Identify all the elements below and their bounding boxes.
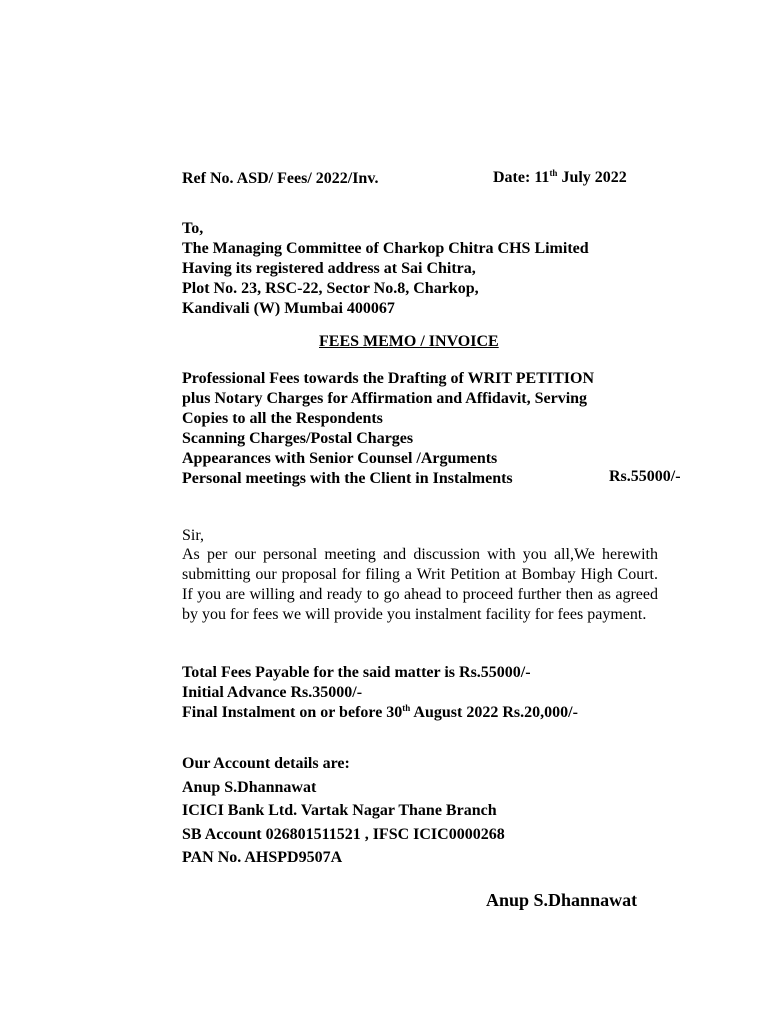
account-bank: ICICI Bank Ltd. Vartak Nagar Thane Branch (182, 802, 497, 819)
initial-advance: Initial Advance Rs.35000/- (182, 684, 363, 701)
date-label: Date: 11 (493, 169, 550, 186)
document-title: FEES MEMO / INVOICE (319, 333, 499, 350)
date-suffix: th (549, 168, 558, 178)
invoice-date (493, 169, 627, 187)
reference-number: Ref No. ASD/ Fees/ 2022/Inv. (182, 170, 379, 187)
service-line: Appearances with Senior Counsel /Arguments (182, 450, 498, 467)
service-line: Scanning Charges/Postal Charges (182, 430, 414, 447)
account-heading: Our Account details are: (182, 755, 350, 772)
salutation: Sir, (182, 527, 205, 544)
recipient-line: The Managing Committee of Charkop Chitra CHS Limited (182, 240, 589, 257)
service-line: Professional Fees towards the Drafting of WRIT PETITION (182, 370, 594, 387)
account-sb-ifsc: SB Account 026801511521 , IFSC ICIC0000268 (182, 825, 505, 843)
final-instalment-suffix: th (402, 703, 411, 713)
service-line: Personal meetings with the Client in Instalments (182, 470, 513, 487)
final-instalment (182, 703, 578, 723)
recipient-line: Plot No. 23, RSC-22, Sector No.8, Charkop, (182, 280, 479, 297)
account-name: Anup S.Dhannawat (182, 778, 317, 796)
account-pan: PAN No. AHSPD9507A (182, 849, 343, 866)
date-month-year: July 2022 (557, 169, 627, 186)
recipient-line: Having its registered address at Sai Chitra, (182, 260, 476, 277)
service-line: plus Notary Charges for Affirmation and Affidavit, Serving (182, 390, 588, 407)
recipient-to: To, (182, 220, 204, 237)
final-instalment-rest: August 2022 Rs.20,000/- (410, 704, 578, 721)
final-instalment-prefix: Final Instalment on or before 30 (182, 704, 403, 721)
recipient-line: Kandivali (W) Mumbai 400067 (182, 300, 395, 317)
services-amount: Rs.55000/- (609, 468, 681, 485)
services-list (182, 369, 594, 489)
fee-totals (182, 663, 578, 723)
total-fees: Total Fees Payable for the said matter is Rs.55000/- (182, 664, 531, 681)
account-details (182, 754, 505, 872)
letter-body: As per our personal meeting and discussion with you all,We herewith submitting our proposal for filing a Writ Petition at Bombay High Court. If you are willing and ready to go ahead to proceed further then as agreed by you for fees we will provide you instalment facility for fees payment. (182, 546, 658, 623)
recipient-address (182, 219, 589, 319)
service-line: Copies to all the Respondents (182, 410, 383, 427)
signature-name: Anup S.Dhannawat (486, 890, 638, 910)
